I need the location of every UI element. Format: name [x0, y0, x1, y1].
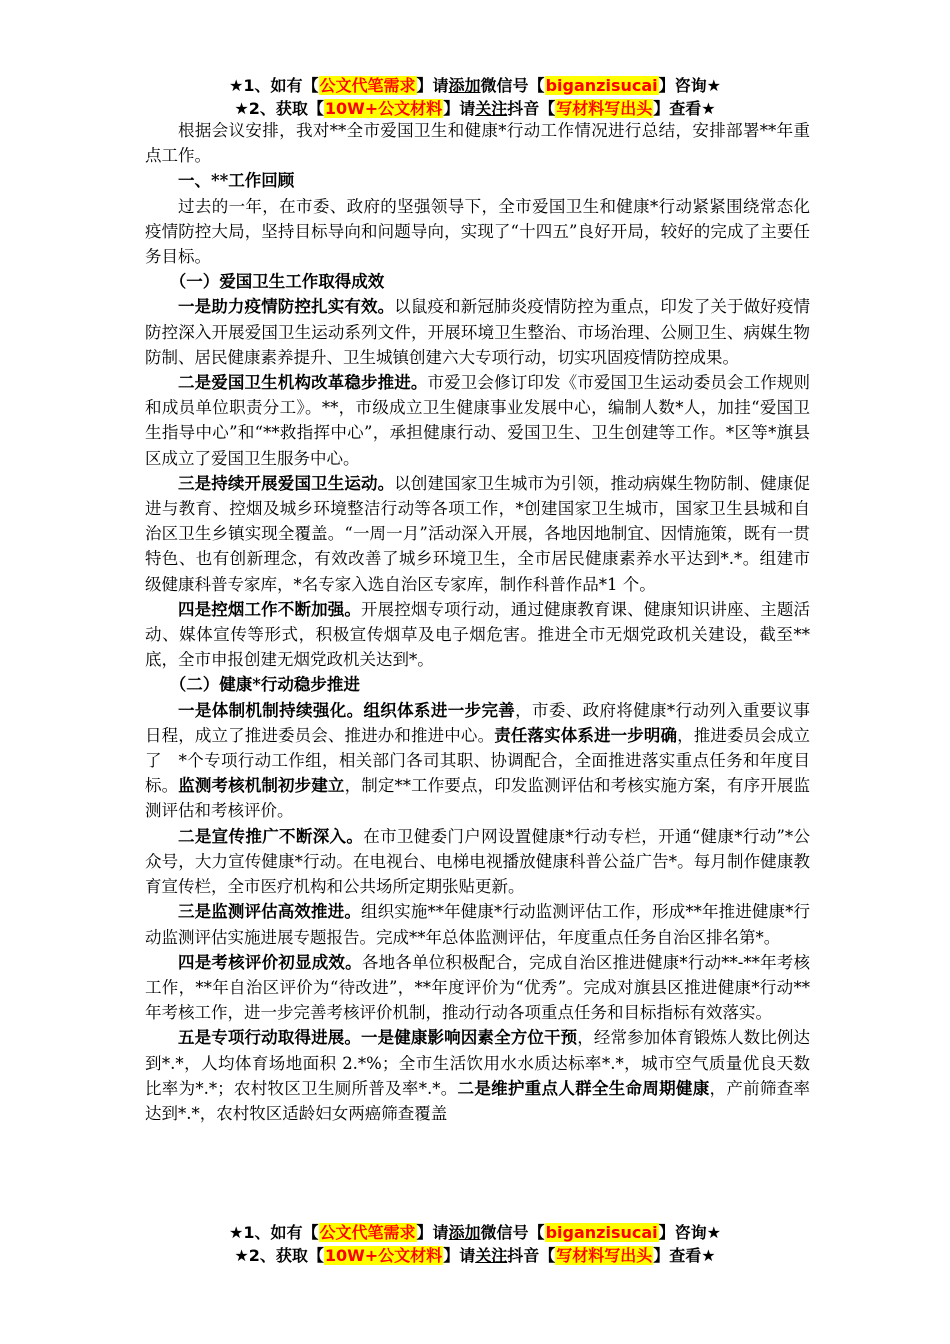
banner-text: 】请: [443, 99, 476, 118]
banner-underlined: 关注: [475, 99, 508, 118]
paragraph: [145, 370, 810, 471]
banner-text: ★2、获取【: [234, 99, 324, 118]
lead-phrase: 二是宣传推广不断深入。: [178, 826, 364, 846]
subsection-heading: （一）爱国卫生工作取得成效: [169, 272, 385, 292]
banner-underlined: 关注: [475, 1246, 508, 1265]
lead-phrase: 五是专项行动取得进展。一是健康影响因素全方位干预: [178, 1028, 578, 1048]
paragraph: [145, 899, 810, 949]
subsection-heading: （二）健康*行动稳步推进: [169, 675, 360, 695]
banner-text: 】查看★: [653, 99, 716, 118]
paragraph-text: 在市卫健委门户网设置健康*行动专栏，开通“健康*行动”*公众号，大力宣传健康*行动。在电视台、电梯电视播放健康科普公益广告*。每月制作健康教育宣传栏，全市医疗机构和公共场所定期张贴更新。: [145, 826, 811, 897]
paragraph: [145, 294, 810, 370]
banner-text: ★1、如有【: [229, 76, 319, 95]
banner-highlight: 10W+公文材料: [324, 1246, 443, 1265]
banner-highlight: biganzisucai: [545, 76, 658, 95]
banner-text: ★2、获取【: [234, 1246, 324, 1265]
lead-phrase: 三是持续开展爱国卫生运动。: [178, 473, 395, 493]
banner-highlight: 公文代笔需求: [319, 1223, 416, 1242]
paragraph-text: 开展控烟专项行动，通过健康教育课、健康知识讲座、主题活动、媒体宣传等形式，积极宣传烟草及电子烟危害。推进全市无烟党政机关建设，截至**底，全市申报创建无烟党政机关达到*。: [145, 599, 811, 670]
banner-text: 】请: [416, 76, 449, 95]
paragraph-text: ，产前筛查率达到*.*，农村牧区适龄妇女两癌筛查覆盖: [145, 1078, 811, 1123]
lead-phrase: 一是体制机制持续强化。组织体系进一步完善: [178, 700, 516, 720]
banner-text: 抖音【: [507, 99, 556, 118]
paragraph: [145, 1025, 810, 1126]
banner-text: 】请: [443, 1246, 476, 1265]
paragraph-text: 各地各单位积极配合，完成自治区推进健康*行动**-**年考核工作，**年自治区评价为“待改进”，**年度评价为“优秀”。完成对旗县区推进健康*行动**年考核工作，进一步完善考核评价机制，推动行动各项重点任务和目标指标有效落实。: [145, 952, 811, 1023]
banner-highlight: 10W+公文材料: [324, 99, 443, 118]
promo-banner-top-1: [0, 74, 950, 98]
lead-phrase: 三是监测评估高效推进。: [178, 902, 361, 922]
banner-text: 】咨询★: [658, 1223, 721, 1242]
paragraph-text: ，推进委员会成立了 *个专项行动工作组，相关部门各司其职、协调配合，全面推进落实重点任务和年度目标。: [145, 725, 811, 796]
lead-phrase: 四是控烟工作不断加强。: [178, 599, 361, 619]
lead-phrase: 一是助力疫情防控扎实有效。: [178, 297, 395, 317]
intro-paragraph: 根据会议安排，我对**全市爱国卫生和健康*行动工作情况进行总结，安排部署**年重点工作。: [145, 121, 810, 166]
banner-text: 】咨询★: [658, 76, 721, 95]
banner-underlined: 添加: [448, 1223, 481, 1242]
banner-highlight: 写材料写出头: [556, 1246, 653, 1265]
promo-banner-bottom-1: [0, 1221, 950, 1245]
paragraph-text: 组织实施**年健康*行动监测评估工作，形成**年推进健康*行动监测评估实施进展专题报告。完成**年总体监测评估，年度重点任务自治区排名第*。: [145, 902, 811, 947]
banner-text: ★1、如有【: [229, 1223, 319, 1242]
paragraph: [145, 824, 810, 900]
paragraph: [145, 950, 810, 1026]
banner-text: 微信号【: [480, 1223, 545, 1242]
paragraph-text: 以创建国家卫生城市为引领，推动病媒生物防制、健康促进与教育、控烟及城乡环境整洁行动等各项工作，*创建国家卫生城市，国家卫生县城和自治区卫生乡镇实现全覆盖。“一周一月”活动深入开展，各地因地制宜、因情施策，既有一贯特色、也有创新理念，有效改善了城乡环境卫生，全市居民健康素养水平达到*.*。组建市级健康科普专家库，*名专家入选自治区专家库，制作科普作品*1 个。: [145, 473, 811, 594]
banner-text: 微信号【: [480, 76, 545, 95]
paragraph: [145, 597, 810, 673]
section-heading: 一、**工作回顾: [178, 171, 295, 191]
paragraph-text: ，市委、政府将健康*行动列入重要议事日程，成立了推进委员会、推进办和推进中心。: [145, 700, 811, 745]
banner-highlight: 写材料写出头: [556, 99, 653, 118]
lead-phrase: 监测考核机制初步建立: [178, 776, 345, 796]
lead-phrase: 四是考核评价初显成效。: [178, 952, 362, 972]
document-body: [145, 118, 810, 1126]
banner-highlight: biganzisucai: [545, 1223, 658, 1242]
paragraph: [145, 698, 810, 824]
paragraph-text: 市爱卫会修订印发《市爱国卫生运动委员会工作规则和成员单位职责分工》。**，市级成立卫生健康事业发展中心，编制人数*人，加挂“爱国卫生指导中心”和“**救指挥中心”，承担健康行动、爱国卫生、卫生创建等工作。*区等*旗县区成立了爱国卫生服务中心。: [145, 373, 811, 468]
paragraph-text: ，经常参加体育锻炼人数比例达到*.*，人均体育场地面积 2.*%；全市生活饮用水水质达标率*.*，城市空气质量优良天数比率为*.*；农村牧区卫生厕所普及率*.*。: [145, 1028, 811, 1098]
banner-highlight: 公文代笔需求: [319, 76, 416, 95]
banner-text: 】请: [416, 1223, 449, 1242]
paragraph: 过去的一年，在市委、政府的坚强领导下，全市爱国卫生和健康*行动紧紧围绕常态化疫情防控大局，坚持目标导向和问题导向，实现了“十四五”良好开局，较好的完成了主要任务目标。: [145, 196, 810, 267]
banner-text: 】查看★: [653, 1246, 716, 1265]
paragraph-text: ，制定**工作要点，印发监测评估和考核实施方案，有序开展监测评估和考核评价。: [145, 776, 811, 821]
lead-phrase: 二是爱国卫生机构改革稳步推进。: [178, 373, 428, 393]
banner-underlined: 添加: [448, 76, 481, 95]
paragraph-text: 以鼠疫和新冠肺炎疫情防控为重点，印发了关于做好疫情防控深入开展爱国卫生运动系列文件，开展环境卫生整治、市场治理、公厕卫生、病媒生物防制、居民健康素养提升、卫生城镇创建六大专项行动，切实巩固疫情防控成果。: [145, 297, 811, 367]
paragraph: [145, 471, 810, 597]
promo-banner-bottom-2: [0, 1244, 950, 1268]
banner-text: 抖音【: [507, 1246, 556, 1265]
lead-phrase: 二是维护重点人群全生命周期健康: [457, 1078, 710, 1098]
lead-phrase: 责任落实体系进一步明确: [494, 725, 678, 745]
